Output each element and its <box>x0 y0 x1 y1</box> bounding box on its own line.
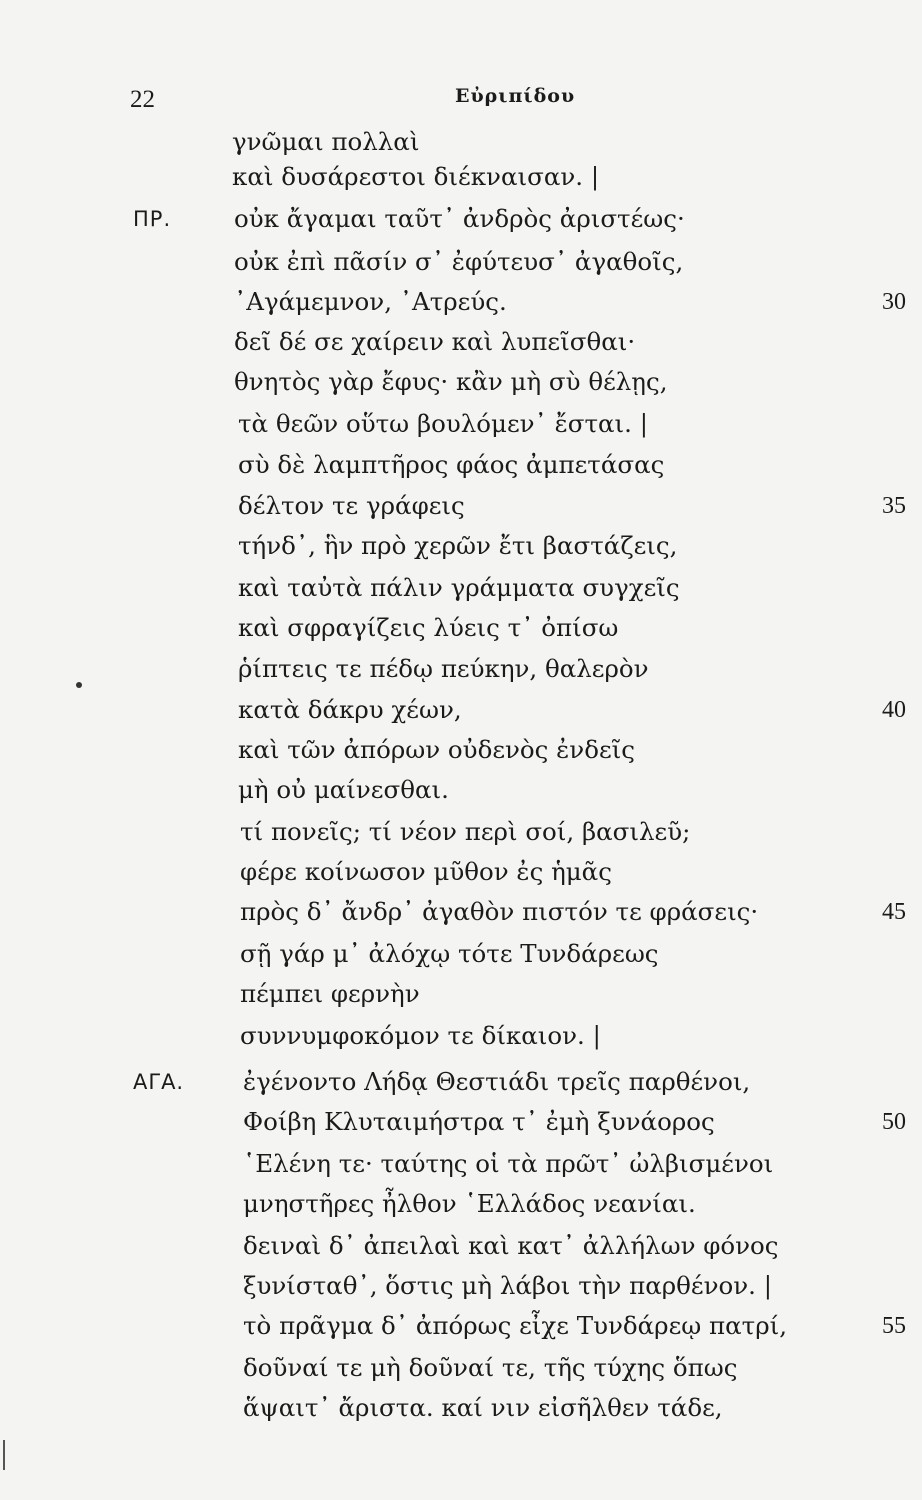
verse-text: τὰ θεῶν οὕτω βουλόμεν᾽ ἔσται. | <box>238 409 648 438</box>
verse-text: ἐγένοντο Λήδᾳ Θεστιάδι τρεῖς παρθένοι, <box>243 1067 751 1096</box>
line-number: 35 <box>882 493 906 519</box>
verse-text: ᾽Αγάμεμνον, ᾽Ατρεύς. <box>234 287 507 316</box>
verse-line <box>0 486 922 526</box>
verse-line <box>0 649 922 689</box>
verse-text: καὶ ταὐτὰ πάλιν γράμματα συγχεῖς <box>238 573 680 602</box>
verse-line <box>0 404 922 444</box>
verse-text: οὐκ ἐπὶ πᾶσίν σ᾽ ἐφύτευσ᾽ ἀγαθοῖς, <box>234 247 684 276</box>
verse-line <box>0 608 922 648</box>
verse-text: ἅψαιτ᾽ ἄριστα. καί νιν εἰσῆλθεν τάδε, <box>243 1393 723 1422</box>
verse-line <box>0 199 922 239</box>
verse-text: καὶ σφραγίζεις λύεις τ᾽ ὀπίσω <box>238 613 619 642</box>
verse-text: δέλτον τε γράφεις <box>238 491 465 520</box>
speaker-label: ΑΓΑ. <box>133 1070 185 1094</box>
verse-line <box>0 1016 922 1056</box>
verse-text: οὐκ ἄγαμαι ταῦτ᾽ ἀνδρὸς ἀριστέως· <box>234 204 685 233</box>
line-number: 30 <box>882 289 906 315</box>
verse-line <box>0 852 922 892</box>
margin-mark <box>3 1440 5 1470</box>
verse-line <box>0 157 922 197</box>
verse-line <box>0 1226 922 1266</box>
verse-text: κατὰ δάκρυ χέων, <box>238 695 462 724</box>
verse-line <box>0 322 922 362</box>
speaker-label: ΠΡ. <box>133 207 172 231</box>
verse-text: σὺ δὲ λαμπτῆρος φάος ἀμπετάσας <box>238 450 665 479</box>
verse-line <box>0 1266 922 1306</box>
verse-line <box>0 122 922 162</box>
verse-line <box>0 1348 922 1388</box>
verse-text: καὶ δυσάρεστοι διέκναισαν. | <box>232 162 600 191</box>
line-number: 50 <box>882 1109 906 1135</box>
verse-line <box>0 812 922 852</box>
verse-text: καὶ τῶν ἀπόρων οὐδενὸς ἐνδεῖς <box>238 735 635 764</box>
page-number: 22 <box>130 86 155 113</box>
line-number: 55 <box>882 1313 906 1339</box>
line-number: 40 <box>882 697 906 723</box>
verse-text: πρὸς δ᾽ ἄνδρ᾽ ἀγαθὸν πιστόν τε φράσεις· <box>240 897 759 926</box>
verse-line <box>0 1388 922 1428</box>
verse-text: τί πονεῖς; τί νέον περὶ σοί, βασιλεῦ; <box>240 817 691 846</box>
verse-line <box>0 770 922 810</box>
verse-line <box>0 1144 922 1184</box>
verse-line <box>0 1102 922 1142</box>
verse-text: δοῦναί τε μὴ δοῦναί τε, τῆς τύχης ὅπως <box>243 1353 738 1382</box>
verse-line <box>0 1306 922 1346</box>
verse-line <box>0 445 922 485</box>
verse-text: μὴ οὐ μαίνεσθαι. <box>238 775 449 804</box>
verse-text: θνητὸς γὰρ ἔφυς· κἂν μὴ σὺ θέλῃς, <box>234 367 668 396</box>
verse-line <box>0 568 922 608</box>
verse-line <box>0 242 922 282</box>
verse-text: δειναὶ δ᾽ ἀπειλαὶ καὶ κατ᾽ ἀλλήλων φόνος <box>243 1231 779 1260</box>
verse-text: τὸ πρᾶγμα δ᾽ ἀπόρως εἶχε Τυνδάρεῳ πατρί, <box>243 1311 788 1340</box>
verse-text: συννυμφοκόμον τε δίκαιον. | <box>240 1021 601 1050</box>
verse-text: μνηστῆρες ἦλθον ῾Ελλάδος νεανίαι. <box>243 1189 696 1218</box>
margin-dot <box>76 682 82 688</box>
verse-line <box>0 690 922 730</box>
verse-line <box>0 934 922 974</box>
verse-text: ῥίπτεις τε πέδῳ πεύκην, θαλερὸν <box>238 654 649 683</box>
running-head: Εὐριπίδου <box>455 85 576 107</box>
verse-line <box>0 526 922 566</box>
verse-text: δεῖ δέ σε χαίρειν καὶ λυπεῖσθαι· <box>234 327 636 356</box>
verse-line <box>0 1062 922 1102</box>
verse-line <box>0 362 922 402</box>
verse-text: τήνδ᾽, ἣν πρὸ χερῶν ἔτι βαστάζεις, <box>238 531 678 560</box>
verse-text: πέμπει φερνὴν <box>240 979 420 1008</box>
verse-line <box>0 974 922 1014</box>
verse-line <box>0 282 922 322</box>
verse-text: Φοίβη Κλυταιμήστρα τ᾽ ἐμὴ ξυνάορος <box>243 1107 715 1136</box>
verse-text: γνῶμαι πολλαὶ <box>232 127 420 156</box>
verse-text: σῇ γάρ μ᾽ ἀλόχῳ τότε Τυνδάρεως <box>240 939 659 968</box>
verse-text: ῾Ελένη τε· ταύτης οἱ τὰ πρῶτ᾽ ὠλβισμένοι <box>243 1149 774 1178</box>
verse-line <box>0 892 922 932</box>
verse-text: ξυνίσταθ᾽, ὅστις μὴ λάβοι τὴν παρθένον. | <box>243 1271 772 1300</box>
verse-line <box>0 730 922 770</box>
verse-line <box>0 1184 922 1224</box>
line-number: 45 <box>882 899 906 925</box>
verse-text: φέρε κοίνωσον μῦθον ἐς ἡμᾶς <box>240 857 612 886</box>
